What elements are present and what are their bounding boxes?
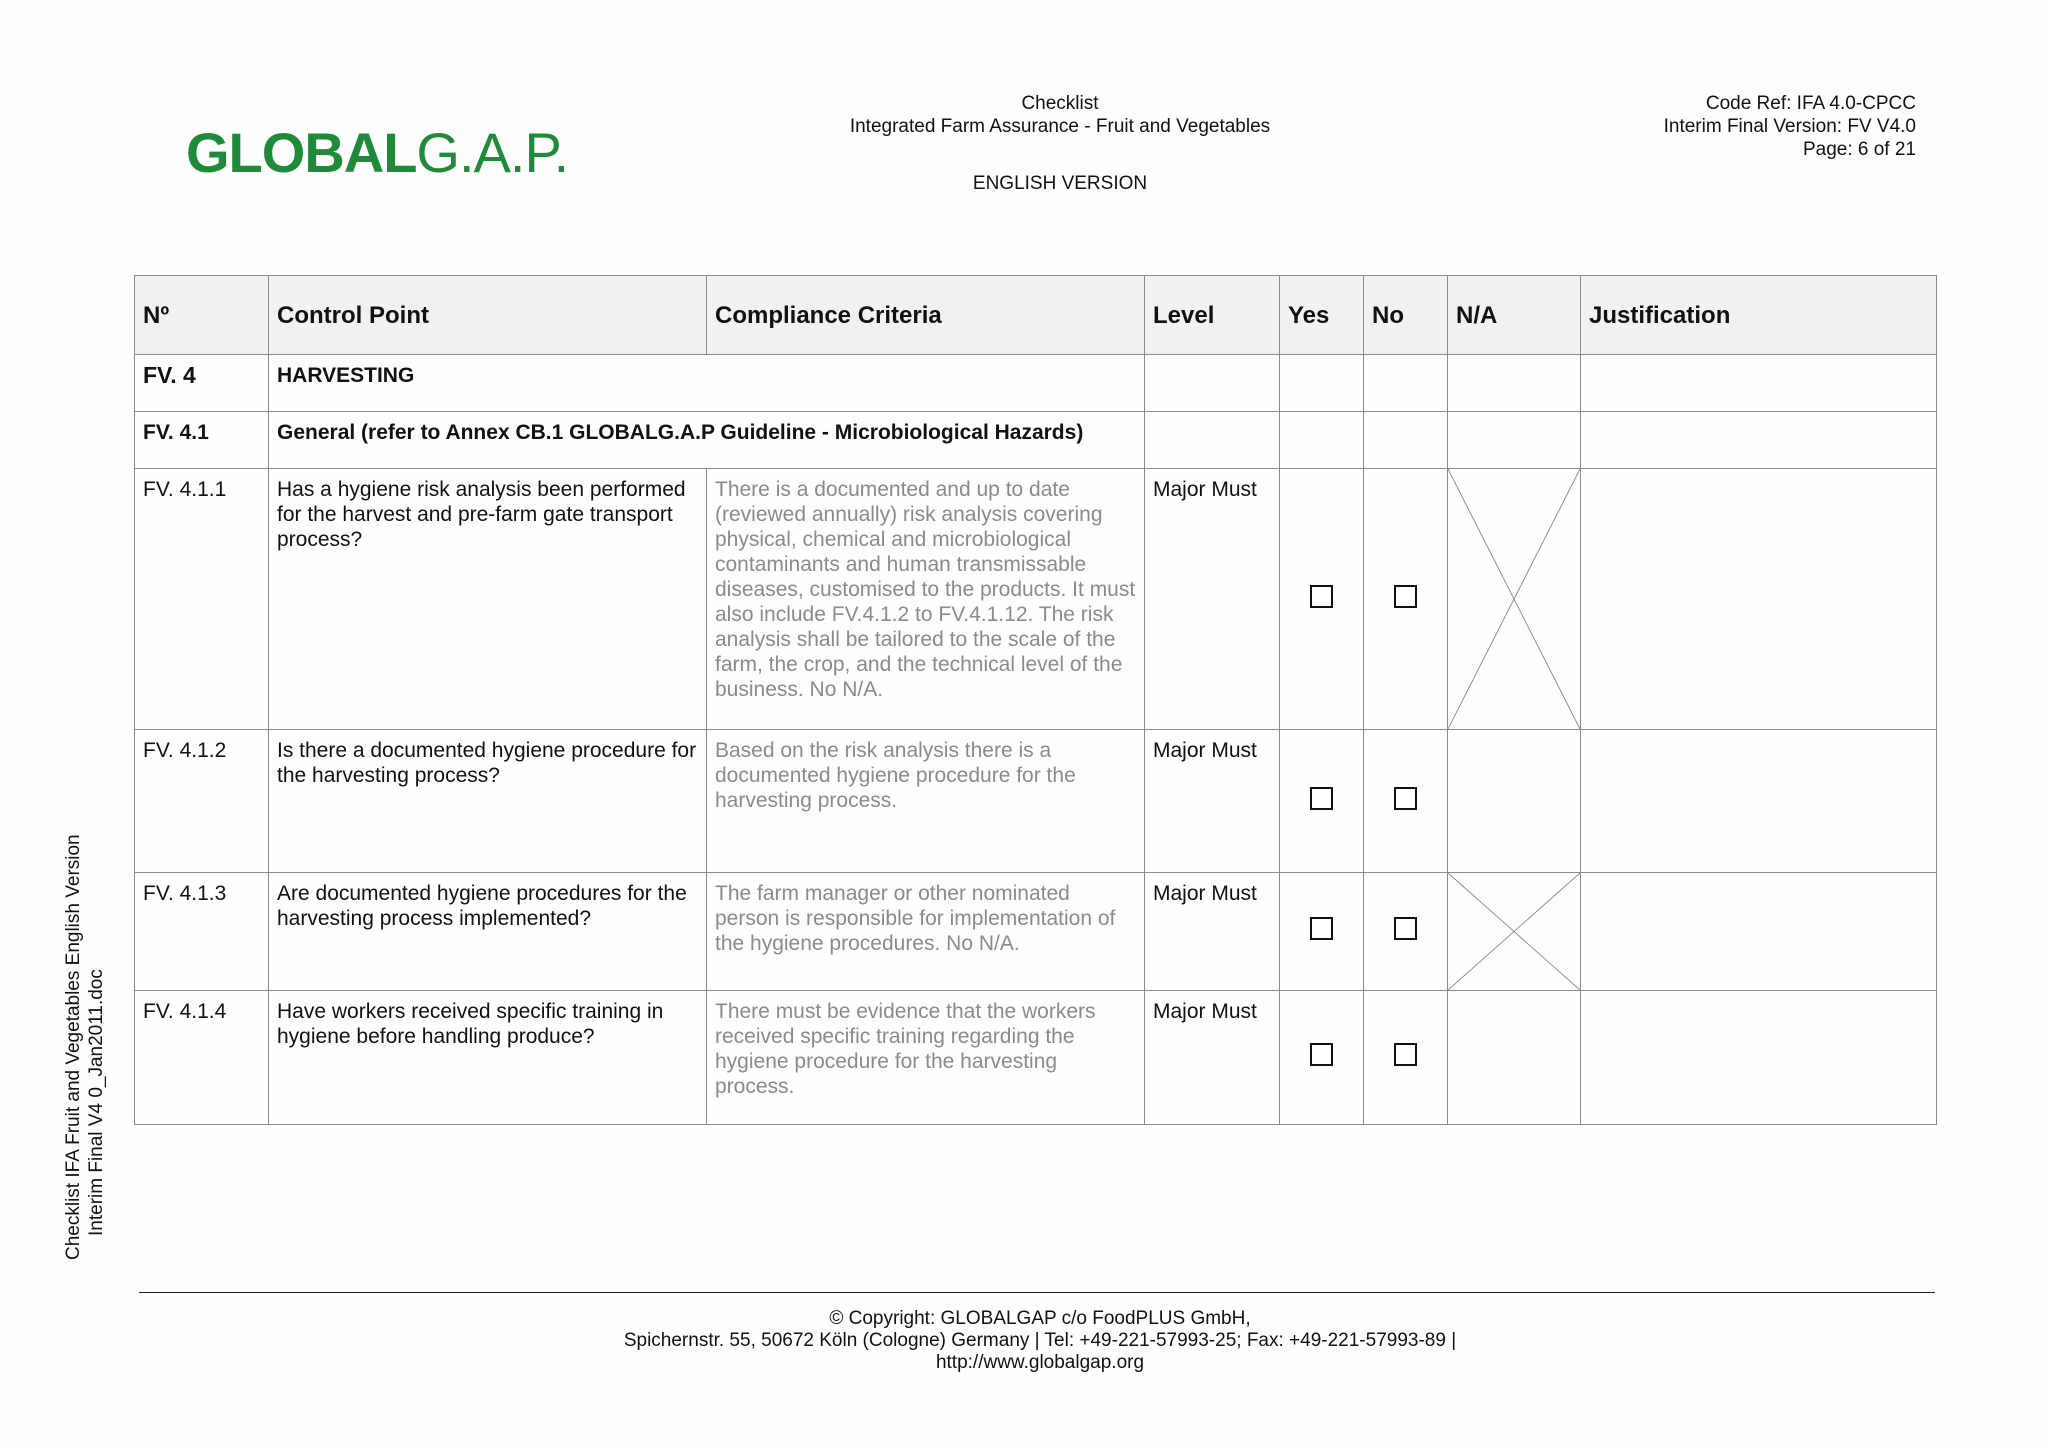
compliance-criteria: There is a documented and up to date (reviewed annually) risk analysis covering physical, chemical and microbiological contaminants and human transmissable diseases, customised to the products. It must also include FV.4.1.2 to FV.4.1.12. The risk analysis shall be tailored to the scale of the farm, the crop, and the technical level of the business. No N/A. [707, 469, 1145, 730]
justification-cell[interactable] [1581, 730, 1937, 873]
code-ref: Code Ref: IFA 4.0-CPCC [1705, 93, 1916, 114]
compliance-criteria: There must be evidence that the workers received specific training regarding the hygiene procedure for the harvesting process. [707, 991, 1145, 1125]
level: Major Must [1145, 730, 1280, 873]
logo-light-text: G.A.P. [416, 121, 569, 184]
table-row [135, 469, 1937, 730]
empty-cell [1280, 412, 1364, 469]
control-point-question: Has a hygiene risk analysis been performed for the harvest and pre-farm gate transport process? [269, 469, 707, 730]
level: Major Must [1145, 991, 1280, 1125]
logo-bold-text: GLOBAL [186, 121, 417, 184]
yes-checkbox[interactable] [1310, 1043, 1333, 1066]
control-point-number: FV. 4.1.1 [135, 469, 269, 730]
compliance-criteria: Based on the risk analysis there is a documented hygiene procedure for the harvesting process. [707, 730, 1145, 873]
version: Interim Final Version: FV V4.0 [1663, 116, 1916, 137]
col-header-compliance-criteria: Compliance Criteria [707, 276, 1145, 355]
no-checkbox[interactable] [1394, 787, 1417, 810]
col-header-control-point: Control Point [269, 276, 707, 355]
no-checkbox[interactable] [1394, 917, 1417, 940]
empty-cell [1448, 355, 1581, 412]
footer-website: http://www.globalgap.org [935, 1352, 1145, 1373]
no-cell [1364, 873, 1448, 991]
control-point-question: Is there a documented hygiene procedure for the harvesting process? [269, 730, 707, 873]
section-number: FV. 4 [135, 355, 269, 412]
control-point-number: FV. 4.1.2 [135, 730, 269, 873]
yes-checkbox[interactable] [1310, 917, 1333, 940]
na-cross-icon [1448, 469, 1580, 729]
section-title: HARVESTING [269, 355, 1145, 412]
empty-cell [1581, 355, 1937, 412]
empty-cell [1448, 412, 1581, 469]
level: Major Must [1145, 469, 1280, 730]
document-type: Checklist [1021, 93, 1099, 114]
na-cell[interactable] [1448, 991, 1581, 1125]
control-point-number: FV. 4.1.3 [135, 873, 269, 991]
yes-checkbox[interactable] [1310, 787, 1333, 810]
justification-cell[interactable] [1581, 469, 1937, 730]
control-point-question: Have workers received specific training in hygiene before handling produce? [269, 991, 707, 1125]
table-row [135, 991, 1937, 1125]
col-header-level: Level [1145, 276, 1280, 355]
na-cross-icon [1448, 873, 1580, 990]
side-label-line1: Checklist IFA Fruit and Vegetables English Version [63, 834, 84, 1260]
empty-cell [1280, 355, 1364, 412]
document-header [760, 92, 1360, 195]
control-point-question: Are documented hygiene procedures for the harvesting process implemented? [269, 873, 707, 991]
language-version: ENGLISH VERSION [972, 173, 1148, 194]
side-file-label [62, 834, 108, 1260]
level: Major Must [1145, 873, 1280, 991]
col-header-na: N/A [1448, 276, 1581, 355]
no-cell [1364, 991, 1448, 1125]
empty-cell [1145, 412, 1280, 469]
empty-cell [1364, 412, 1448, 469]
subsection-row [135, 412, 1937, 469]
yes-checkbox[interactable] [1310, 585, 1333, 608]
footer [440, 1308, 1640, 1374]
footer-divider [139, 1292, 1935, 1293]
control-point-number: FV. 4.1.4 [135, 991, 269, 1125]
page-number: Page: 6 of 21 [1802, 139, 1916, 160]
subsection-number: FV. 4.1 [135, 412, 269, 469]
side-label-line2: Interim Final V4 0_Jan2011.doc [86, 969, 107, 1236]
document-reference [1496, 92, 1916, 161]
table-header-row [135, 276, 1937, 355]
table-row [135, 873, 1937, 991]
no-checkbox[interactable] [1394, 585, 1417, 608]
yes-cell [1280, 730, 1364, 873]
yes-cell [1280, 873, 1364, 991]
empty-cell [1581, 412, 1937, 469]
justification-cell[interactable] [1581, 873, 1937, 991]
footer-copyright: © Copyright: GLOBALGAP c/o FoodPLUS GmbH, [829, 1308, 1251, 1329]
col-header-no: Nº [135, 276, 269, 355]
empty-cell [1145, 355, 1280, 412]
no-cell [1364, 730, 1448, 873]
compliance-criteria: The farm manager or other nominated person is responsible for implementation of the hygiene procedures. No N/A. [707, 873, 1145, 991]
subsection-title: General (refer to Annex CB.1 GLOBALG.A.P Guideline - Microbiological Hazards) [269, 412, 1145, 469]
yes-cell [1280, 991, 1364, 1125]
justification-cell[interactable] [1581, 991, 1937, 1125]
footer-address: Spichernstr. 55, 50672 Köln (Cologne) Germany | Tel: +49-221-57993-25; Fax: +49-221-57993-89 | [623, 1330, 1457, 1351]
yes-cell [1280, 469, 1364, 730]
col-header-justification: Justification [1581, 276, 1937, 355]
empty-cell [1364, 355, 1448, 412]
na-cell-not-applicable [1448, 469, 1581, 730]
no-cell [1364, 469, 1448, 730]
col-header-no-answer: No [1364, 276, 1448, 355]
table-row [135, 730, 1937, 873]
globalgap-logo [186, 118, 568, 188]
col-header-yes: Yes [1280, 276, 1364, 355]
no-checkbox[interactable] [1394, 1043, 1417, 1066]
checklist-table [134, 275, 1937, 1125]
na-cell[interactable] [1448, 730, 1581, 873]
section-row [135, 355, 1937, 412]
document-title: Integrated Farm Assurance - Fruit and Vegetables [849, 116, 1271, 137]
na-cell-not-applicable [1448, 873, 1581, 991]
